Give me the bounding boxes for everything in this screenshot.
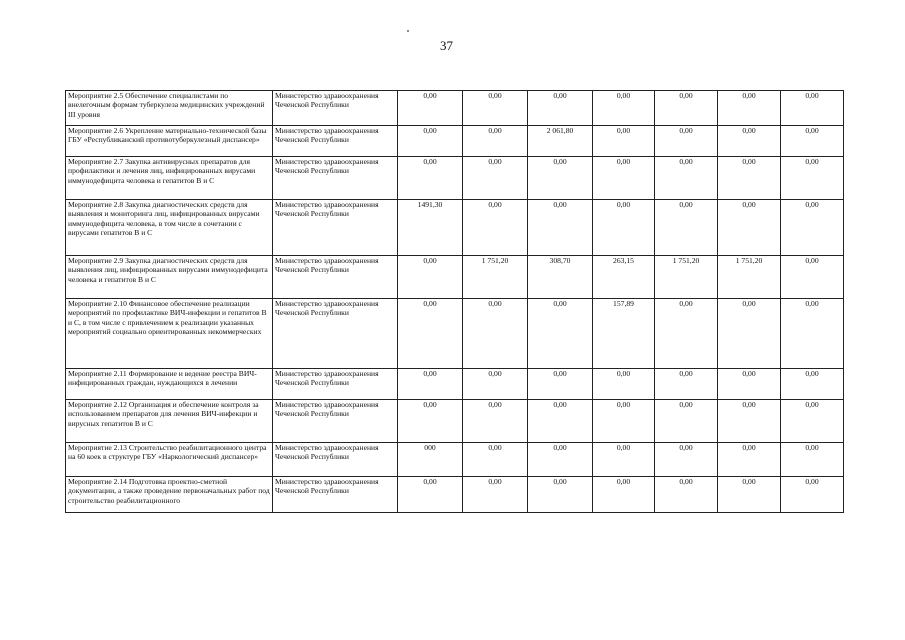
value-cell: 0,00 [528,299,593,369]
budget-table [65,90,844,513]
value-cell: 0,00 [593,477,655,513]
value-cell: 0,00 [718,299,781,369]
activity-cell: Мероприятие 2.14 Подготовка проектно-сметной документации, а также проведение первоначальных работ под строительство реабилитационного [66,477,273,513]
activity-cell: Мероприятие 2.12 Организация и обеспечение контроля за использованием препаратов для лечения ВИЧ-инфекции и вирусных гепатитов В и С [66,400,273,443]
value-cell: 0,00 [398,91,463,126]
value-cell: 0,00 [463,200,528,256]
executor-cell: Министерство здравоохранения Чеченской Республики [273,369,398,400]
activity-cell: Мероприятие 2.11 Формирование и ведение реестра ВИЧ-инфицированных граждан, нуждающихся в лечении [66,369,273,400]
activity-cell: Мероприятие 2.10 Финансовое обеспечение реализации мероприятий по профилактике ВИЧ-инфекции и гепатитов В и С, в том числе с привлечением к реализации указанных мероприятий социально ориентированных некоммерческих [66,299,273,369]
stray-mark [407,30,409,32]
executor-cell: Министерство здравоохранения Чеченской Республики [273,299,398,369]
value-cell: 0,00 [398,299,463,369]
value-cell: 0,00 [781,369,844,400]
table-row [66,126,844,157]
value-cell: 0,00 [781,400,844,443]
value-cell: 0,00 [718,126,781,157]
value-cell: 0,00 [463,126,528,157]
value-cell: 0,00 [463,91,528,126]
value-cell: 0,00 [398,369,463,400]
value-cell: 308,70 [528,256,593,299]
table-row [66,256,844,299]
value-cell: 0,00 [718,200,781,256]
value-cell: 0,00 [463,157,528,200]
value-cell: 0,00 [528,369,593,400]
value-cell: 0,00 [528,91,593,126]
value-cell: 0,00 [528,157,593,200]
value-cell: 0,00 [463,369,528,400]
table-row [66,299,844,369]
value-cell: 1 751,20 [463,256,528,299]
value-cell: 0,00 [655,477,718,513]
value-cell: 0,00 [781,157,844,200]
executor-cell: Министерство здравоохранения Чеченской Республики [273,91,398,126]
value-cell: 0,00 [398,256,463,299]
value-cell: 0,00 [655,443,718,477]
value-cell: 0,00 [593,126,655,157]
activity-cell: Мероприятие 2.5 Обеспечение специалистами по внелегочным формам туберкулеза медицинских учреждений III уровня [66,91,273,126]
value-cell: 0,00 [528,400,593,443]
value-cell: 0,00 [781,126,844,157]
value-cell: 0,00 [718,477,781,513]
table-row [66,477,844,513]
value-cell: 0,00 [528,443,593,477]
value-cell: 0,00 [718,157,781,200]
table-row [66,369,844,400]
value-cell: 263,15 [593,256,655,299]
value-cell: 0,00 [398,157,463,200]
table-body [66,91,844,513]
executor-cell: Министерство здравоохранения Чеченской Республики [273,157,398,200]
value-cell: 0,00 [463,299,528,369]
executor-cell: Министерство здравоохранения Чеченской Республики [273,400,398,443]
value-cell: 0,00 [398,477,463,513]
executor-cell: Министерство здравоохранения Чеченской Республики [273,443,398,477]
value-cell: 0,00 [718,91,781,126]
value-cell: 0,00 [718,400,781,443]
value-cell: 0,00 [463,477,528,513]
value-cell: 0,00 [463,400,528,443]
value-cell: 0,00 [781,299,844,369]
value-cell: 0,00 [593,157,655,200]
value-cell: 0,00 [781,443,844,477]
executor-cell: Министерство здравоохранения Чеченской Республики [273,477,398,513]
value-cell: 0,00 [655,91,718,126]
value-cell: 0,00 [655,126,718,157]
value-cell: 1 751,20 [655,256,718,299]
value-cell: 0,00 [781,477,844,513]
value-cell: 157,89 [593,299,655,369]
value-cell: 0,00 [655,200,718,256]
activity-cell: Мероприятие 2.13 Строительство реабилитационного центра на 60 коек в структуре ГБУ «Наркологический диспансер» [66,443,273,477]
value-cell: 0,00 [781,91,844,126]
value-cell: 0,00 [655,369,718,400]
table-row [66,157,844,200]
value-cell: 0,00 [398,400,463,443]
executor-cell: Министерство здравоохранения Чеченской Республики [273,200,398,256]
value-cell: 0,00 [528,200,593,256]
value-cell: 1491,30 [398,200,463,256]
table-row [66,91,844,126]
table-row [66,443,844,477]
value-cell: 0,00 [528,477,593,513]
value-cell: 0,00 [593,91,655,126]
value-cell: 1 751,20 [718,256,781,299]
table-row [66,200,844,256]
value-cell: 0,00 [593,443,655,477]
activity-cell: Мероприятие 2.8 Закупка диагностических средств для выявления и мониторинга лиц, инфицированных вирусами иммунодефицита человека, в том числе в сочетании с вирусами гепатитов В и С [66,200,273,256]
value-cell: 0,00 [655,299,718,369]
value-cell: 0,00 [655,400,718,443]
executor-cell: Министерство здравоохранения Чеченской Республики [273,256,398,299]
value-cell: 0,00 [593,400,655,443]
activity-cell: Мероприятие 2.7 Закупка антивирусных препаратов для профилактики и лечения лиц, инфицированных вирусами иммунодефицита человека и гепатитов В и С [66,157,273,200]
value-cell: 0,00 [593,369,655,400]
value-cell: 0,00 [398,126,463,157]
executor-cell: Министерство здравоохранения Чеченской Республики [273,126,398,157]
value-cell: 0,00 [655,157,718,200]
value-cell: 000 [398,443,463,477]
value-cell: 0,00 [718,369,781,400]
table-row [66,400,844,443]
value-cell: 2 061,80 [528,126,593,157]
page-number: 37 [440,38,453,53]
value-cell: 0,00 [718,443,781,477]
value-cell: 0,00 [781,256,844,299]
value-cell: 0,00 [463,443,528,477]
activity-cell: Мероприятие 2.6 Укрепление материально-технической базы ГБУ «Республиканский противотуберкулезный диспансер» [66,126,273,157]
activity-cell: Мероприятие 2.9 Закупка диагностических средств для выявления лиц, инфицированных вирусами иммунодефицита человека и гепатитов В и С [66,256,273,299]
value-cell: 0,00 [781,200,844,256]
value-cell: 0,00 [593,200,655,256]
